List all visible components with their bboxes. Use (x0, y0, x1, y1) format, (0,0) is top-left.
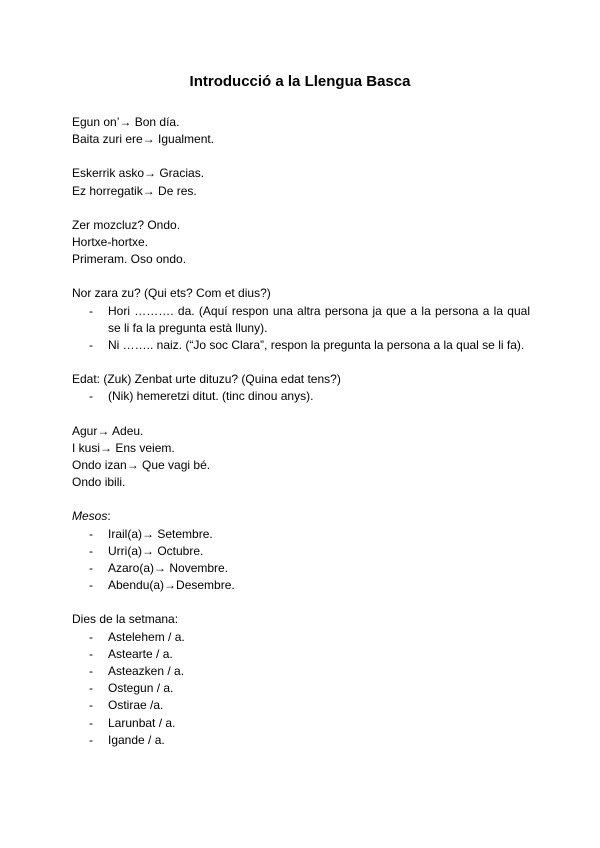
weekday-text: Astelehem / a. (108, 629, 185, 644)
farewells-section (72, 423, 530, 492)
months-heading (72, 508, 530, 525)
dash-bullet: - (89, 561, 93, 576)
thanks-line: Ez horregatik→ De res. (72, 183, 197, 198)
month-text: Abendu(a)→Desembre. (108, 578, 235, 593)
months-section (72, 508, 530, 594)
weekdays-heading: Dies de la setmana: (72, 612, 179, 627)
list-item (72, 526, 530, 543)
dash-bullet: - (89, 698, 93, 713)
list-item (72, 680, 530, 697)
farewell-line: Ondo ibili. (72, 475, 126, 490)
age-answers-list (72, 388, 530, 405)
farewell-line: I kusi→ Ens veiem. (72, 440, 175, 455)
greetings-section (72, 114, 530, 148)
dash-bullet: - (89, 389, 93, 404)
weekday-text: Ostegun / a. (108, 681, 174, 696)
name-answer-text: Ni …….. naiz. (“Jo soc Clara”, respon la pregunta la persona a la qual se li fa). (108, 338, 525, 353)
thanks-section (72, 165, 530, 199)
dash-bullet: - (89, 338, 93, 353)
list-item (72, 303, 530, 337)
name-question: Nor zara zu? (Qui ets? Com et dius?) (72, 286, 271, 301)
dash-bullet: - (89, 732, 93, 747)
list-item (72, 629, 530, 646)
farewell-line: Agur→ Adeu. (72, 423, 144, 438)
dash-bullet: - (89, 578, 93, 593)
age-answer-text: (Nik) hemeretzi ditut. (tinc dinou anys). (108, 389, 314, 404)
list-item (72, 560, 530, 577)
months-list (72, 526, 530, 595)
list-item (72, 577, 530, 594)
age-section (72, 371, 530, 405)
dash-bullet: - (89, 543, 93, 558)
how-are-you-section (72, 217, 530, 269)
how-are-you-line: Primeram. Oso ondo. (72, 252, 187, 267)
list-item (72, 715, 530, 732)
list-item (72, 697, 530, 714)
dash-bullet: - (89, 664, 93, 679)
weekday-text: Asteazken / a. (108, 664, 185, 679)
months-heading-colon: : (107, 509, 111, 524)
list-item (72, 732, 530, 749)
name-answers-list (72, 303, 530, 355)
dash-bullet: - (89, 646, 93, 661)
thanks-line: Eskerrik asko→ Gracias. (72, 166, 205, 181)
weekday-text: Astearte / a. (108, 646, 173, 661)
weekdays-section (72, 611, 530, 749)
weekday-text: Igande / a. (108, 732, 165, 747)
months-heading-text: Mesos (72, 509, 108, 524)
list-item (72, 388, 530, 405)
how-are-you-line: Hortxe-hortxe. (72, 235, 149, 250)
weekdays-list (72, 629, 530, 749)
weekday-text: Ostirae /a. (108, 698, 164, 713)
dash-bullet: - (89, 629, 93, 644)
dash-bullet: - (89, 681, 93, 696)
name-answer-text: Hori ………. da. (Aquí respon una altra persona ja que a la persona a la qual se li fa la pregunta està lluny). (108, 303, 530, 335)
greeting-line: Baita zuri ere→ Igualment. (72, 132, 215, 147)
farewell-line: Ondo izan→ Que vagi bé. (72, 458, 211, 473)
list-item (72, 543, 530, 560)
how-are-you-line: Zer mozcluz? Ondo. (72, 217, 181, 232)
month-text: Irail(a)→ Setembre. (108, 526, 213, 541)
age-question: Edat: (Zuk) Zenbat urte dituzu? (Quina edat tens?) (72, 372, 341, 387)
document-body (72, 114, 530, 766)
dash-bullet: - (89, 303, 93, 318)
list-item (72, 337, 530, 354)
weekday-text: Larunbat / a. (108, 715, 176, 730)
month-text: Azaro(a)→ Novembre. (108, 561, 229, 576)
dash-bullet: - (89, 715, 93, 730)
document-title: Introducció a la Llengua Basca (189, 73, 411, 90)
dash-bullet: - (89, 526, 93, 541)
name-section (72, 285, 530, 354)
month-text: Urri(a)→ Octubre. (108, 543, 204, 558)
list-item (72, 646, 530, 663)
list-item (72, 663, 530, 680)
greeting-line: Egun on’→ Bon día. (72, 115, 180, 129)
